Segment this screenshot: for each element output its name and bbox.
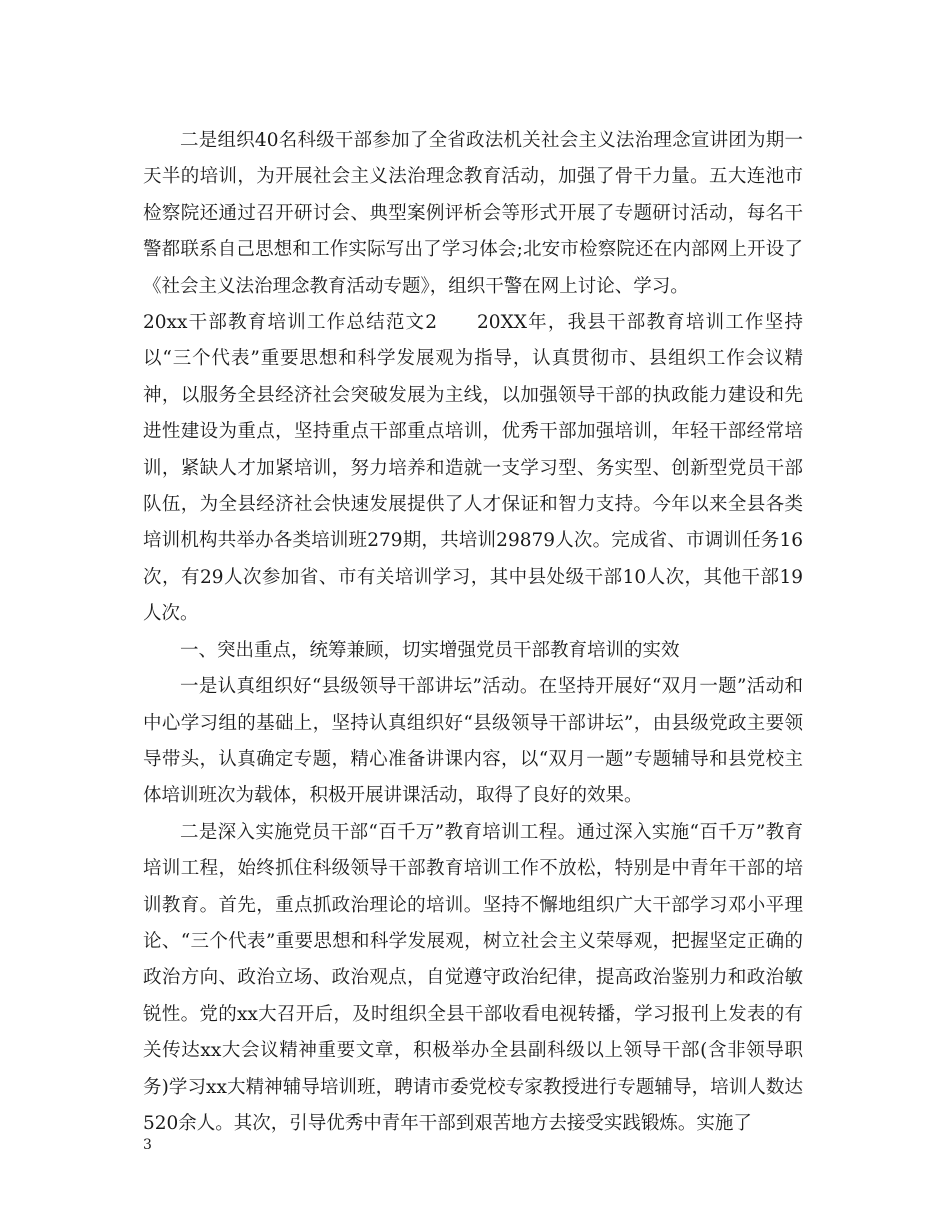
paragraph-1-text: 二是组织40名科级干部参加了全省政法机关社会主义法治理念宣讲团为期一天半的培训，为开展社会主义法治理念教育活动，加强了骨干力量。五大连池市检察院还通过召开研讨会、典型案例评析会等形式开展了专题研讨活动，每名干警都联系自己思想和工作实际写出了学习体会;北安市检察院还在内部网上开设了《社会主义法治理念教育活动专题》，组织干警在网上讨论、学习。	[143, 130, 803, 297]
paragraph-2	[143, 305, 803, 633]
paragraph-1	[143, 123, 803, 305]
paragraph-3-heading	[143, 633, 803, 669]
paragraph-5	[143, 815, 803, 1143]
paragraph-4	[143, 669, 803, 815]
page-number: 3	[143, 1137, 152, 1153]
section-heading: 20xx干部教育培训工作总结范文2	[143, 312, 438, 334]
document-body	[143, 123, 803, 1142]
paragraph-3-text: 一、突出重点，统筹兼顾，切实增强党员干部教育培训的实效	[180, 639, 680, 661]
paragraph-4-text: 一是认真组织好“县级领导干部讲坛”活动。在坚持开展好“双月一题”活动和中心学习组的基础上，坚持认真组织好“县级领导干部讲坛”，由县级党政主要领导带头，认真确定专题，精心准备讲课内容，以“双月一题”专题辅导和县党校主体培训班次为载体，积极开展讲课活动，取得了良好的效果。	[143, 676, 803, 807]
paragraph-5-text: 二是深入实施党员干部“百千万”教育培训工程。通过深入实施“百千万”教育培训工程，始终抓住科级领导干部教育培训工作不放松，特别是中青年干部的培训教育。首先，重点抓政治理论的培训。坚持不懈地组织广大干部学习邓小平理论、“三个代表”重要思想和科学发展观，树立社会主义荣辱观，把握坚定正确的政治方向、政治立场、政治观点，自觉遵守政治纪律，提高政治鉴别力和政治敏锐性。党的xx大召开后，及时组织全县干部收看电视转播，学习报刊上发表的有关传达xx大会议精神重要文章，积极举办全县副科级以上领导干部(含非领导职务)学习xx大精神辅导培训班，聘请市委党校专家教授进行专题辅导，培训人数达520余人。其次，引导优秀中青年干部到艰苦地方去接受实践锻炼。实施了	[143, 821, 803, 1134]
paragraph-2-text: 20XX年，我县干部教育培训工作坚持以“三个代表”重要思想和科学发展观为指导，认真贯彻市、县组织工作会议精神，以服务全县经济社会突破发展为主线，以加强领导干部的执政能力建设和先进性建设为重点，坚持重点干部重点培训，优秀干部加强培训，年轻干部经常培训，紧缺人才加紧培训，努力培养和造就一支学习型、务实型、创新型党员干部队伍，为全县经济社会快速发展提供了人才保证和智力支持。今年以来全县各类培训机构共举办各类培训班279期，共培训29879人次。完成省、市调训任务16次，有29人次参加省、市有关培训学习，其中县处级干部10人次，其他干部19人次。	[143, 312, 803, 625]
